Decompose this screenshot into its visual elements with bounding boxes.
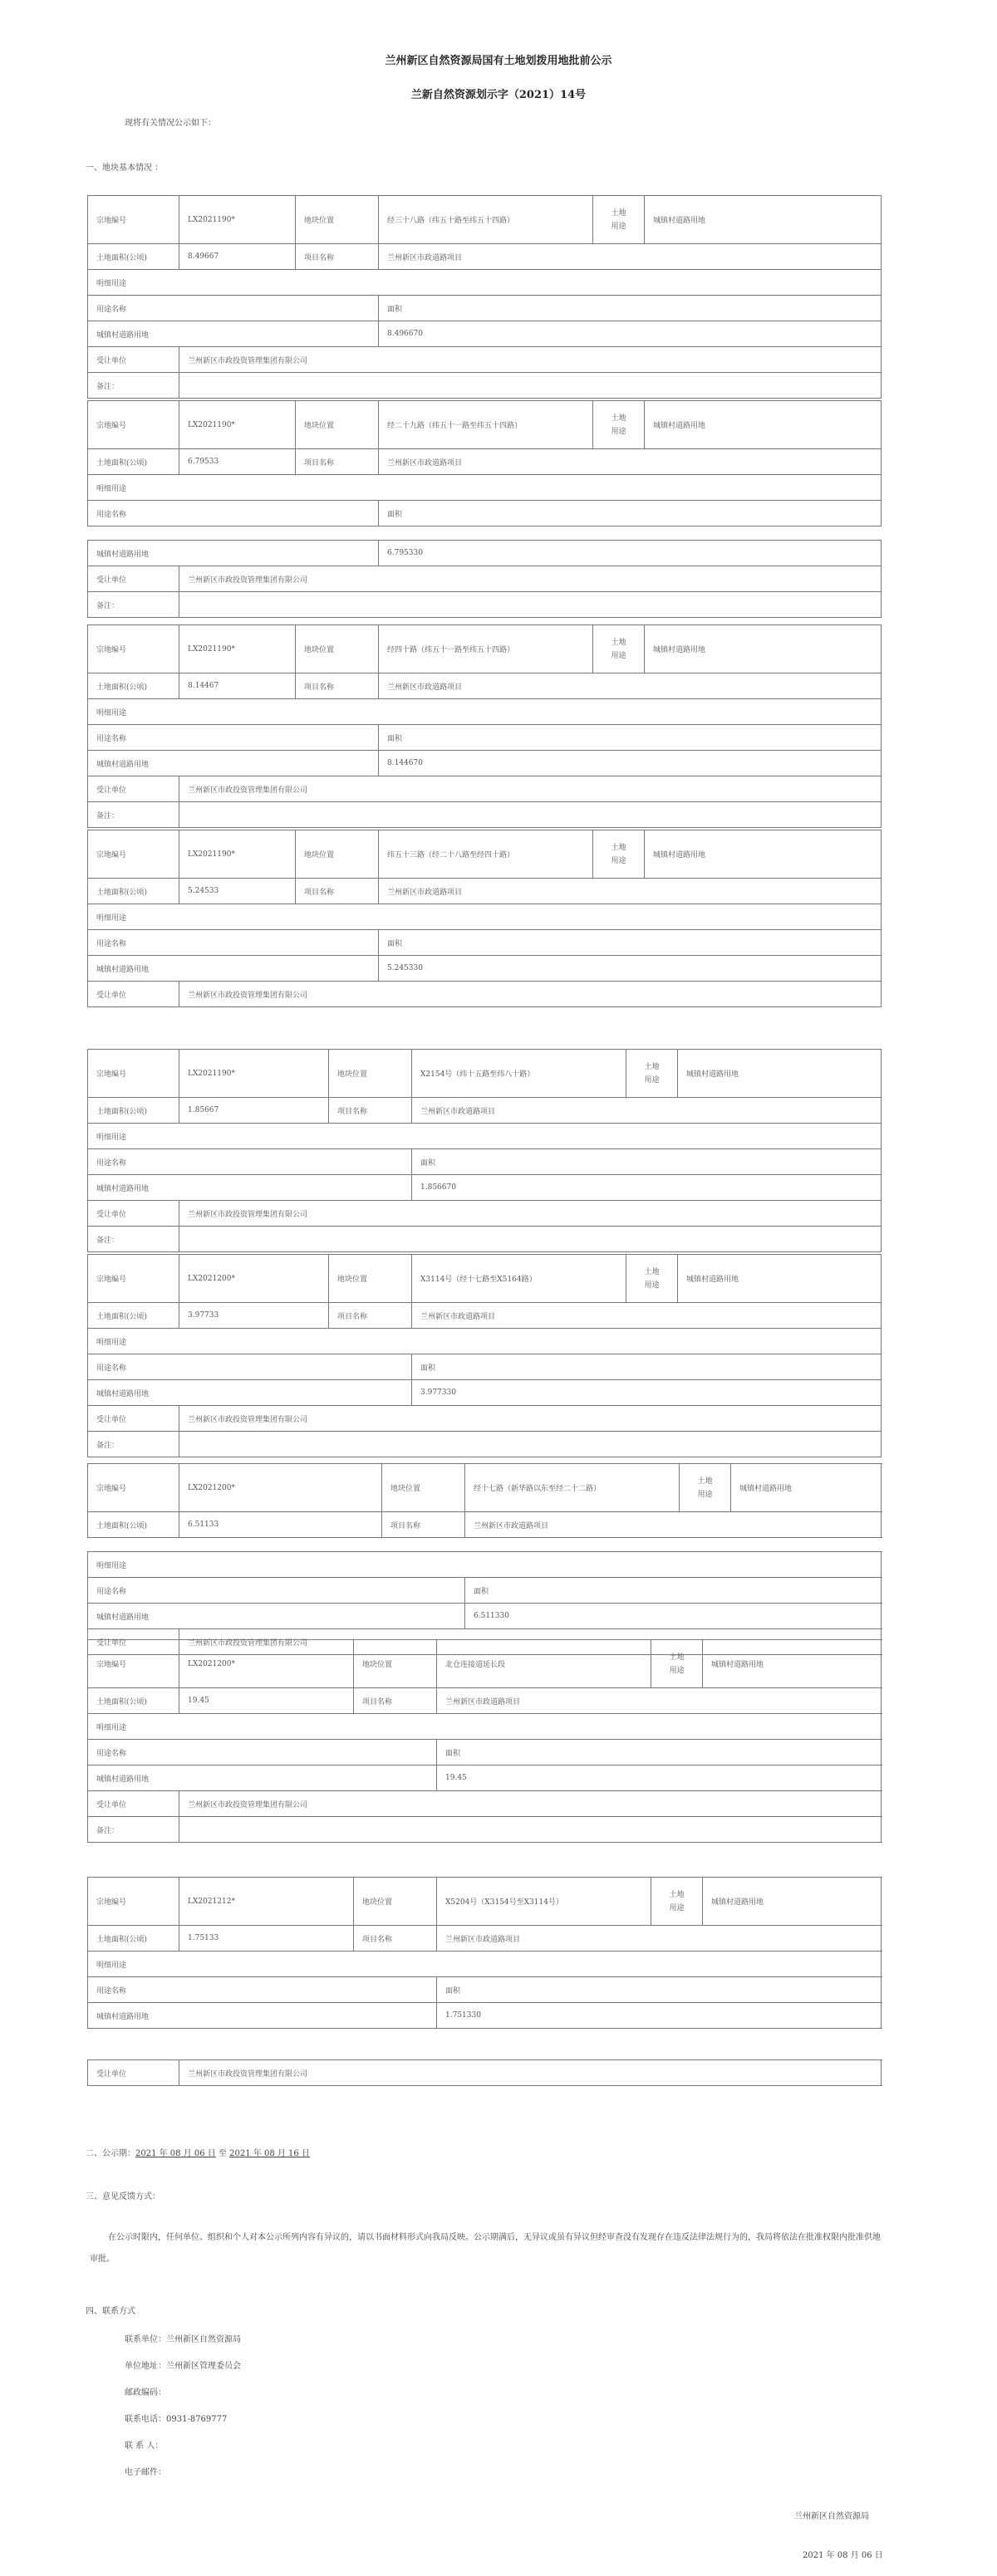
area-value: 1.75133 xyxy=(179,1926,354,1952)
remark-value xyxy=(179,1817,882,1843)
parcel-table xyxy=(87,195,882,399)
label-detail-use: 明细用途 xyxy=(88,1124,882,1149)
parcel-no-value: LX2021190* xyxy=(179,830,296,879)
document-number: 兰新自然资源划示字（2021）14号 xyxy=(410,89,587,101)
road-area-value: 19.45 xyxy=(437,1765,882,1791)
label-parcel-no: 宗地编号 xyxy=(88,401,179,449)
project-value: 兰州新区市政道路项目 xyxy=(465,1512,882,1538)
label-area-m: 面积 xyxy=(379,930,882,956)
table-row xyxy=(88,2003,882,2029)
road-use-name: 城镇村道路用地 xyxy=(88,2003,437,2029)
parcel-no-value: LX2021200* xyxy=(179,1640,354,1688)
project-value: 兰州新区市政道路项目 xyxy=(437,1688,882,1714)
area-value: 6.51133 xyxy=(179,1512,382,1538)
table-row xyxy=(88,1791,882,1817)
label-parcel-no: 宗地编号 xyxy=(88,196,179,244)
label-parcel-no: 宗地编号 xyxy=(88,1640,179,1688)
label-area-m: 面积 xyxy=(412,1354,882,1380)
recipient-value: 兰州新区市政投资管理集团有限公司 xyxy=(179,982,882,1007)
label-location: 地块位置 xyxy=(354,1640,437,1688)
label-project: 项目名称 xyxy=(296,673,379,699)
label-land-use-line2: 用途 xyxy=(611,427,626,436)
parcel-table xyxy=(87,1639,882,1843)
recipient-value: 兰州新区市政投资管理集团有限公司 xyxy=(179,1791,882,1817)
label-recipient: 受让单位 xyxy=(88,982,179,1007)
label-remark: 备注： xyxy=(88,592,179,618)
table-row xyxy=(88,1329,882,1354)
label-recipient: 受让单位 xyxy=(88,1406,179,1432)
table-row xyxy=(88,1952,882,1977)
parcel-table xyxy=(87,1049,882,1252)
parcel-table xyxy=(87,624,882,828)
table-row xyxy=(88,1578,882,1604)
location-value: 北仓连接道延长段 xyxy=(437,1640,651,1688)
label-area: 土地面积(公顷) xyxy=(88,1098,179,1124)
remark-value xyxy=(179,802,882,828)
label-area-m: 面积 xyxy=(379,296,882,321)
location-value: 经二十九路（纬五十一路至纬五十四路） xyxy=(379,401,593,449)
label-land-use-line1: 土地 xyxy=(644,1062,660,1071)
label-land-use xyxy=(593,625,645,673)
label-use-name: 用途名称 xyxy=(88,1578,465,1604)
label-detail-use: 明细用途 xyxy=(88,1952,882,1977)
table-row xyxy=(88,930,882,956)
label-land-use xyxy=(680,1464,731,1512)
table-row xyxy=(88,751,882,776)
feedback-body: 在公示时限内，任何单位、组织和个人对本公示所列内容有异议的，请以书面材料形式向我局反映。公示期满后，无异议或虽有异议但经审查没有发现存在违反法律法规行为的，我局将依法在批准权限内批准供地审批。 xyxy=(90,2233,881,2264)
road-area-value: 6.511330 xyxy=(465,1604,882,1629)
table-row xyxy=(88,1464,882,1512)
table-row xyxy=(88,1201,882,1227)
label-use-name: 用途名称 xyxy=(88,1354,412,1380)
road-area-value: 5.245330 xyxy=(379,956,882,982)
label-remark: 备注： xyxy=(88,373,179,399)
table-row xyxy=(88,449,882,475)
label-land-use-line2: 用途 xyxy=(611,651,626,660)
label-recipient: 受让单位 xyxy=(88,347,179,373)
label-land-use-line2: 用途 xyxy=(644,1075,660,1085)
label-location: 地块位置 xyxy=(296,401,379,449)
contact-line: 联系单位：兰州新区自然资源局 xyxy=(125,2335,241,2344)
land-use-value: 城镇村道路用地 xyxy=(678,1255,882,1303)
table-row xyxy=(88,699,882,725)
table-row xyxy=(88,1303,882,1329)
parcel-table xyxy=(87,1254,882,1457)
label-area-m: 面积 xyxy=(437,1977,882,2003)
project-value: 兰州新区市政道路项目 xyxy=(379,244,882,270)
table-row xyxy=(88,1765,882,1791)
label-use-name: 用途名称 xyxy=(88,1149,412,1175)
label-recipient: 受让单位 xyxy=(88,776,179,802)
label-parcel-no: 宗地编号 xyxy=(88,625,179,673)
table-row xyxy=(88,1977,882,2003)
label-recipient: 受让单位 xyxy=(88,1201,179,1227)
label-land-use-line2: 用途 xyxy=(644,1281,660,1290)
label-location: 地块位置 xyxy=(354,1878,437,1926)
area-value: 5.24533 xyxy=(179,879,296,904)
parcel-table xyxy=(87,1463,882,1538)
table-row xyxy=(88,673,882,699)
project-value: 兰州新区市政道路项目 xyxy=(437,1926,882,1952)
table-row xyxy=(88,196,882,244)
table-row xyxy=(88,1098,882,1124)
table-row xyxy=(88,373,882,399)
table-row xyxy=(88,592,882,618)
label-detail-use: 明细用途 xyxy=(88,1714,882,1740)
table-row xyxy=(88,625,882,673)
table-row xyxy=(88,1354,882,1380)
label-use-name: 用途名称 xyxy=(88,1977,437,2003)
road-area-value: 8.144670 xyxy=(379,751,882,776)
label-use-name: 用途名称 xyxy=(88,501,379,526)
label-detail-use: 明细用途 xyxy=(88,1552,882,1578)
table-row xyxy=(88,879,882,904)
label-use-name: 用途名称 xyxy=(88,725,379,751)
table-row xyxy=(88,501,882,526)
road-area-value: 3.977330 xyxy=(412,1380,882,1406)
table-row xyxy=(88,1512,882,1538)
table-row xyxy=(88,956,882,982)
location-value: 经三十八路（纬五十路至纬五十四路） xyxy=(379,196,593,244)
area-value: 8.49667 xyxy=(179,244,296,270)
label-detail-use: 明细用途 xyxy=(88,904,882,930)
label-land-use-line1: 土地 xyxy=(611,414,626,423)
contact-line: 单位地址：兰州新区管理委员会 xyxy=(125,2362,241,2371)
recipient-value: 兰州新区市政投资管理集团有限公司 xyxy=(179,347,882,373)
project-value: 兰州新区市政道路项目 xyxy=(379,449,882,475)
recipient-value: 兰州新区市政投资管理集团有限公司 xyxy=(179,566,882,592)
document-title: 兰州新区自然资源局国有土地划拨用地批前公示 xyxy=(385,55,612,67)
parcel-table xyxy=(87,400,882,526)
label-location: 地块位置 xyxy=(382,1464,465,1512)
label-land-use xyxy=(593,401,645,449)
label-project: 项目名称 xyxy=(354,1926,437,1952)
label-remark: 备注： xyxy=(88,1817,179,1843)
parcel-table xyxy=(87,1877,882,2029)
road-area-value: 1.856670 xyxy=(412,1175,882,1201)
contact-line: 联 系 人： xyxy=(125,2441,164,2451)
label-location: 地块位置 xyxy=(329,1255,412,1303)
table-row xyxy=(88,1432,882,1457)
parcel-table xyxy=(87,540,882,618)
label-location: 地块位置 xyxy=(296,830,379,879)
intro-text: 现将有关情况公示如下： xyxy=(125,119,216,128)
table-row xyxy=(88,1050,882,1098)
table-row xyxy=(88,1552,882,1578)
label-area: 土地面积(公顷) xyxy=(88,244,179,270)
location-value: X3114号（经十七路至X5164路） xyxy=(412,1255,626,1303)
label-area: 土地面积(公顷) xyxy=(88,449,179,475)
location-value: 经四十路（纬五十一路至纬五十四路） xyxy=(379,625,593,673)
label-use-name: 用途名称 xyxy=(88,296,379,321)
label-project: 项目名称 xyxy=(296,244,379,270)
table-row xyxy=(88,1878,882,1926)
table-row xyxy=(88,244,882,270)
location-value: 纬五十三路（经二十八路至经四十路） xyxy=(379,830,593,879)
parcel-no-value: LX2021190* xyxy=(179,401,296,449)
remark-value xyxy=(179,1432,882,1457)
table-row xyxy=(88,830,882,879)
period-end: 2021 年 08 月 16 日 xyxy=(229,2149,310,2158)
table-row xyxy=(88,321,882,347)
label-parcel-no: 宗地编号 xyxy=(88,830,179,879)
project-value: 兰州新区市政道路项目 xyxy=(379,673,882,699)
label-area-m: 面积 xyxy=(465,1578,882,1604)
table-row xyxy=(88,270,882,296)
label-area: 土地面积(公顷) xyxy=(88,673,179,699)
public-period xyxy=(86,2146,310,2158)
table-row xyxy=(88,1380,882,1406)
location-value: 经十七路（新华路以东至经二十二路） xyxy=(465,1464,680,1512)
label-land-use xyxy=(626,1050,678,1098)
recipient-value: 兰州新区市政投资管理集团有限公司 xyxy=(179,1406,882,1432)
label-recipient: 受让单位 xyxy=(88,566,179,592)
label-area: 土地面积(公顷) xyxy=(88,879,179,904)
label-area: 土地面积(公顷) xyxy=(88,1688,179,1714)
table-row xyxy=(88,1640,882,1688)
label-land-use-line1: 土地 xyxy=(669,1653,685,1662)
feedback-heading: 三、意见反馈方式： xyxy=(86,2192,160,2201)
period-start: 2021 年 08 月 06 日 xyxy=(135,2149,216,2158)
label-project: 项目名称 xyxy=(354,1688,437,1714)
label-use-name: 用途名称 xyxy=(88,1740,437,1765)
label-land-use-line2: 用途 xyxy=(669,1666,685,1675)
label-land-use-line1: 土地 xyxy=(644,1267,660,1276)
label-project: 项目名称 xyxy=(329,1098,412,1124)
label-land-use-line2: 用途 xyxy=(611,856,626,865)
parcel-no-value: LX2021190* xyxy=(179,196,296,244)
label-remark: 备注： xyxy=(88,1227,179,1252)
label-land-use-line1: 土地 xyxy=(697,1477,713,1486)
road-use-name: 城镇村道路用地 xyxy=(88,751,379,776)
recipient-value: 兰州新区市政投资管理集团有限公司 xyxy=(179,1629,882,1655)
label-land-use-line1: 土地 xyxy=(611,208,626,218)
area-value: 1.85667 xyxy=(179,1098,329,1124)
road-area-value: 8.496670 xyxy=(379,321,882,347)
parcel-no-value: LX2021212* xyxy=(179,1878,354,1926)
label-recipient: 受让单位 xyxy=(88,2060,179,2086)
table-row xyxy=(88,776,882,802)
contact-line: 邮政编码： xyxy=(125,2388,166,2397)
road-use-name: 城镇村道路用地 xyxy=(88,1175,412,1201)
label-land-use xyxy=(651,1878,703,1926)
road-use-name: 城镇村道路用地 xyxy=(88,541,379,566)
table-row xyxy=(88,904,882,930)
road-use-name: 城镇村道路用地 xyxy=(88,1765,437,1791)
area-value: 6.79533 xyxy=(179,449,296,475)
table-row xyxy=(88,475,882,501)
table-row xyxy=(88,1604,882,1629)
project-value: 兰州新区市政道路项目 xyxy=(412,1303,882,1329)
label-area-m: 面积 xyxy=(437,1740,882,1765)
label-location: 地块位置 xyxy=(329,1050,412,1098)
table-row xyxy=(88,1255,882,1303)
recipient-value: 兰州新区市政投资管理集团有限公司 xyxy=(179,2060,882,2086)
label-area-m: 面积 xyxy=(379,501,882,526)
label-location: 地块位置 xyxy=(296,625,379,673)
project-value: 兰州新区市政道路项目 xyxy=(412,1098,882,1124)
label-area-m: 面积 xyxy=(412,1149,882,1175)
table-row xyxy=(88,1124,882,1149)
table-row xyxy=(88,1817,882,1843)
recipient-value: 兰州新区市政投资管理集团有限公司 xyxy=(179,776,882,802)
table-row xyxy=(88,1175,882,1201)
label-land-use xyxy=(651,1640,703,1688)
period-prefix: 二、公示期： xyxy=(86,2149,135,2158)
section-basic-info: 一、地块基本情况 ： xyxy=(86,164,164,173)
label-area-m: 面积 xyxy=(379,725,882,751)
area-value: 19.45 xyxy=(179,1688,354,1714)
label-project: 项目名称 xyxy=(329,1303,412,1329)
label-project: 项目名称 xyxy=(296,879,379,904)
table-row xyxy=(88,1406,882,1432)
table-row xyxy=(88,1714,882,1740)
label-detail-use: 明细用途 xyxy=(88,475,882,501)
label-land-use xyxy=(626,1255,678,1303)
land-use-value: 城镇村道路用地 xyxy=(645,196,882,244)
road-use-name: 城镇村道路用地 xyxy=(88,1380,412,1406)
parcel-no-value: LX2021200* xyxy=(179,1255,329,1303)
land-use-value: 城镇村道路用地 xyxy=(731,1464,882,1512)
table-row xyxy=(88,1740,882,1765)
label-land-use-line2: 用途 xyxy=(697,1490,713,1499)
table-row xyxy=(88,1227,882,1252)
label-area: 土地面积(公顷) xyxy=(88,1303,179,1329)
parcel-table xyxy=(87,830,882,1007)
project-value: 兰州新区市政道路项目 xyxy=(379,879,882,904)
label-remark: 备注： xyxy=(88,1432,179,1457)
land-use-value: 城镇村道路用地 xyxy=(703,1878,882,1926)
road-use-name: 城镇村道路用地 xyxy=(88,1604,465,1629)
label-parcel-no: 宗地编号 xyxy=(88,1050,179,1098)
label-recipient: 受让单位 xyxy=(88,1791,179,1817)
table-row xyxy=(88,1149,882,1175)
label-project: 项目名称 xyxy=(296,449,379,475)
label-land-use-line1: 土地 xyxy=(611,638,626,647)
road-area-value: 6.795330 xyxy=(379,541,882,566)
table-row xyxy=(88,802,882,828)
label-land-use xyxy=(593,196,645,244)
label-area: 土地面积(公顷) xyxy=(88,1926,179,1952)
table-row xyxy=(88,296,882,321)
footer-date: 2021 年 08 月 06 日 xyxy=(803,2551,883,2560)
label-detail-use: 明细用途 xyxy=(88,270,882,296)
land-use-value: 城镇村道路用地 xyxy=(645,625,882,673)
area-value: 3.97733 xyxy=(179,1303,329,1329)
label-land-use-line1: 土地 xyxy=(611,843,626,852)
table-row xyxy=(88,1688,882,1714)
remark-value xyxy=(179,373,882,399)
label-detail-use: 明细用途 xyxy=(88,1329,882,1354)
contact-line: 电子邮件： xyxy=(125,2468,166,2477)
road-use-name: 城镇村道路用地 xyxy=(88,956,379,982)
label-location: 地块位置 xyxy=(296,196,379,244)
land-use-value: 城镇村道路用地 xyxy=(645,401,882,449)
location-value: X2154号（纬十五路至纬八十路） xyxy=(412,1050,626,1098)
label-remark: 备注： xyxy=(88,802,179,828)
parcel-no-value: LX2021190* xyxy=(179,1050,329,1098)
table-row xyxy=(88,566,882,592)
label-parcel-no: 宗地编号 xyxy=(88,1255,179,1303)
area-value: 8.14467 xyxy=(179,673,296,699)
remark-value xyxy=(179,592,882,618)
table-row xyxy=(88,725,882,751)
table-row xyxy=(88,2060,882,2086)
label-land-use-line1: 土地 xyxy=(669,1890,685,1899)
label-land-use-line2: 用途 xyxy=(669,1903,685,1912)
table-row xyxy=(88,982,882,1007)
contact-heading: 四、联系方式 xyxy=(86,2307,135,2316)
label-parcel-no: 宗地编号 xyxy=(88,1464,179,1512)
road-area-value: 1.751330 xyxy=(437,2003,882,2029)
label-land-use xyxy=(593,830,645,879)
table-row xyxy=(88,401,882,449)
label-use-name: 用途名称 xyxy=(88,930,379,956)
label-parcel-no: 宗地编号 xyxy=(88,1878,179,1926)
parcel-table xyxy=(87,2059,882,2086)
recipient-value: 兰州新区市政投资管理集团有限公司 xyxy=(179,1201,882,1227)
period-mid: 至 xyxy=(215,2149,230,2158)
label-project: 项目名称 xyxy=(382,1512,465,1538)
road-use-name: 城镇村道路用地 xyxy=(88,321,379,347)
land-use-value: 城镇村道路用地 xyxy=(645,830,882,879)
label-area: 土地面积(公顷) xyxy=(88,1512,179,1538)
table-row xyxy=(88,541,882,566)
parcel-no-value: LX2021190* xyxy=(179,625,296,673)
label-detail-use: 明细用途 xyxy=(88,699,882,725)
table-row xyxy=(88,1926,882,1952)
location-value: X5204号（X3154号至X3114号） xyxy=(437,1878,651,1926)
parcel-no-value: LX2021200* xyxy=(179,1464,382,1512)
land-use-value: 城镇村道路用地 xyxy=(678,1050,882,1098)
label-land-use-line2: 用途 xyxy=(611,222,626,231)
contact-line: 联系电话：0931-8769777 xyxy=(125,2415,228,2424)
land-use-value: 城镇村道路用地 xyxy=(703,1640,882,1688)
table-row xyxy=(88,347,882,373)
footer-org: 兰州新区自然资源局 xyxy=(794,2512,869,2521)
label-recipient: 受让单位 xyxy=(88,1629,179,1655)
remark-value xyxy=(179,1227,882,1252)
